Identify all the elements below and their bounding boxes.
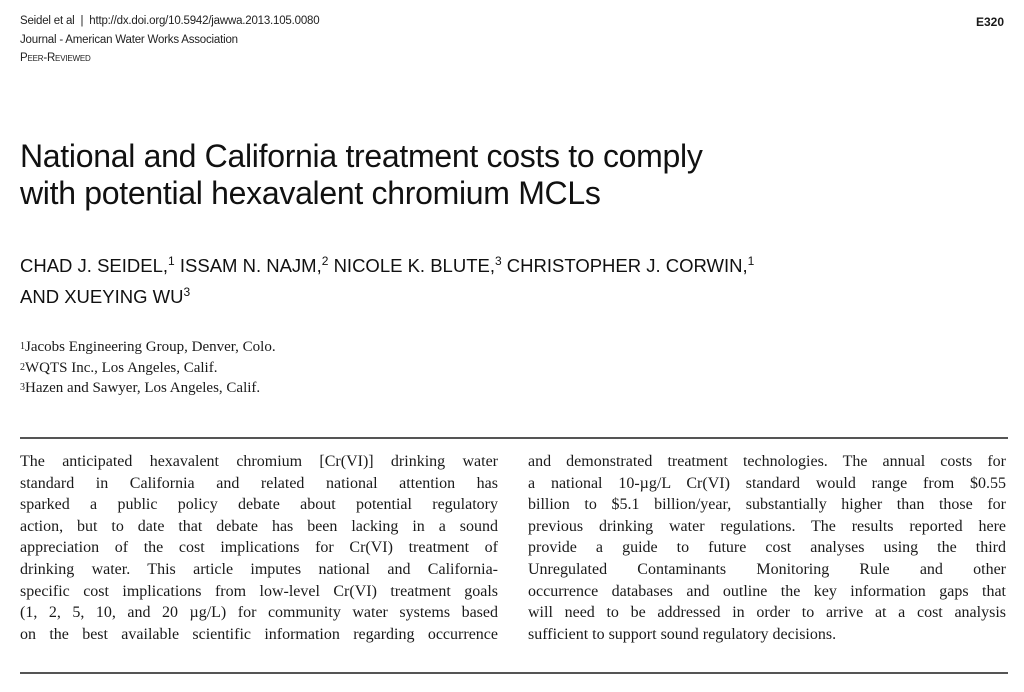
running-header: Seidel et al | http://dx.doi.org/10.5942/jawwa.2013.105.0080 <box>20 15 320 27</box>
abstract-line: standard in California and related national attention has <box>20 474 498 492</box>
affiliation-number: 1 <box>20 341 25 352</box>
abstract-line: The anticipated hexavalent chromium [Cr(VI)] drinking water <box>20 453 498 470</box>
abstract-line: action, but to date that debate has been lacking in a sound <box>20 517 498 535</box>
affiliation-mark: 2 <box>321 254 329 268</box>
affiliations <box>20 337 276 399</box>
abstract-line: billion to $5.1 billion/year, substantially higher than those for <box>528 496 1006 514</box>
section-label: Peer-Reviewed <box>20 52 91 64</box>
abstract-left-column <box>20 451 498 645</box>
abstract-line: will need to be addressed in order to arrive at a cost analysis <box>528 604 1006 622</box>
abstract-line: appreciation of the cost implications for Cr(VI) treatment of <box>20 539 498 557</box>
bottom-divider <box>20 672 1008 674</box>
author: NICOLE K. BLUTE, <box>333 255 495 276</box>
affiliation-mark: 3 <box>183 285 191 299</box>
affiliation <box>20 358 276 379</box>
citation: Seidel et al <box>20 15 75 27</box>
author: ISSAM N. NAJM, <box>179 255 322 276</box>
doi-link[interactable]: http://dx.doi.org/10.5942/jawwa.2013.105.0080 <box>89 15 320 27</box>
author-line <box>20 250 754 281</box>
affiliation-number: 2 <box>20 361 25 373</box>
abstract-line: a national 10-µg/L Cr(VI) standard would range from $0.55 <box>528 474 1006 492</box>
top-divider <box>20 437 1008 439</box>
author: AND XUEYING WU <box>20 286 184 307</box>
affiliation-number: 3 <box>20 382 25 393</box>
abstract-line: on the best available scientific information regarding occurrence <box>20 625 498 643</box>
abstract-line: Unregulated Contaminants Monitoring Rule and other <box>528 560 1006 578</box>
abstract-line: drinking water. This article imputes national and California- <box>20 560 498 578</box>
affiliation <box>20 378 276 399</box>
title-line: National and California treatment costs to comply <box>20 138 703 174</box>
page-number: E320 <box>975 15 1004 29</box>
abstract-line: occurrence databases and outline the key information gaps that <box>528 582 1006 600</box>
abstract-line: sufficient to support sound regulatory decisions. <box>528 625 837 643</box>
article-title <box>20 138 703 212</box>
abstract-line: provide a guide to future cost analyses using the third <box>528 539 1006 557</box>
abstract-line: previous drinking water regulations. The results reported here <box>528 517 1006 535</box>
abstract-line: and demonstrated treatment technologies. The annual costs for <box>528 453 1006 470</box>
affiliation-text: WQTS Inc., Los Angeles, Calif. <box>25 359 218 376</box>
affiliation-text: Hazen and Sawyer, Los Angeles, Calif. <box>25 380 261 396</box>
author-line <box>20 281 754 312</box>
abstract-line: (1, 2, 5, 10, and 20 µg/L) for community water systems based <box>20 604 498 622</box>
author: CHAD J. SEIDEL, <box>20 255 169 276</box>
title-line: with potential hexavalent chromium MCLs <box>20 175 601 211</box>
abstract-line: specific cost implications from low-level Cr(VI) treatment goals <box>20 582 498 600</box>
affiliation-text: Jacobs Engineering Group, Denver, Colo. <box>25 339 276 355</box>
journal-name: Journal - American Water Works Association <box>20 34 238 46</box>
author: CHRISTOPHER J. CORWIN, <box>506 255 748 276</box>
abstract-line: sparked a public policy debate about potential regulatory <box>20 496 498 514</box>
affiliation <box>20 337 276 358</box>
affiliation-mark: 1 <box>168 254 175 268</box>
affiliation-mark: 1 <box>747 254 755 268</box>
abstract-right-column <box>528 451 1006 645</box>
affiliation-mark: 3 <box>494 254 502 268</box>
author-list <box>20 250 754 312</box>
